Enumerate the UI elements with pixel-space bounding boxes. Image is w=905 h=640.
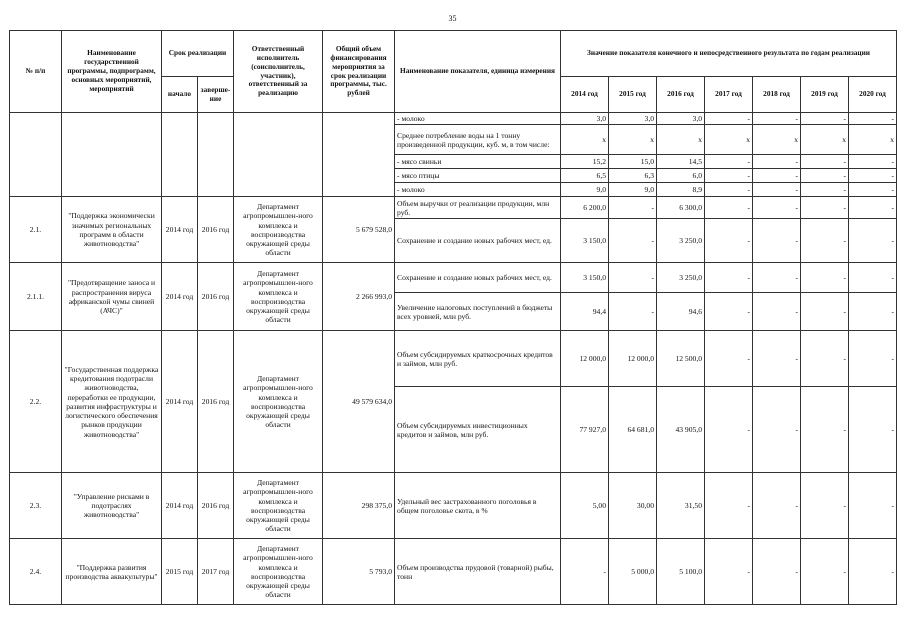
cell-value: - (609, 263, 657, 293)
program-indicators-table (9, 30, 897, 605)
cell-indicator: Среднее потребление воды на 1 тонну произведенной продукции, куб. м, в том числе: (395, 125, 561, 155)
cell-value: - (609, 293, 657, 331)
cell-value: - (849, 169, 897, 183)
cell-indicator: Объем выручки от реализации продукции, млн руб. (395, 197, 561, 219)
cell-indicator: Сохранение и создание новых рабочих мест, ед. (395, 219, 561, 263)
cell-value: - (753, 183, 801, 197)
cell-value: - (705, 263, 753, 293)
cell-indicator: - молоко (395, 183, 561, 197)
cell-start: 2014 год (162, 331, 198, 473)
header-finance: Общий объем финансирования мероприятия за срок реализации программы, тыс. рублей (323, 31, 395, 113)
cell-value: x (753, 125, 801, 155)
cell-value: - (801, 293, 849, 331)
cell-end: 2016 год (198, 331, 234, 473)
header-year: 2019 год (801, 77, 849, 113)
cell-value: - (849, 155, 897, 169)
cell-value: - (753, 113, 801, 125)
cell-indicator: Сохранение и создание новых рабочих мест, ед. (395, 263, 561, 293)
cell-value: 3,0 (561, 113, 609, 125)
cell-finance: 2 266 993,0 (323, 263, 395, 331)
table-row (10, 263, 897, 293)
cell-value: - (753, 293, 801, 331)
cell-value: - (801, 197, 849, 219)
cell-value: - (849, 331, 897, 387)
cell-value: - (849, 263, 897, 293)
cell-num: 2.4. (10, 539, 62, 605)
cell-value: - (801, 155, 849, 169)
cell-value: 94,4 (561, 293, 609, 331)
cell-value: 6,5 (561, 169, 609, 183)
cell-start: 2015 год (162, 539, 198, 605)
cell-value: - (705, 155, 753, 169)
cell-value: - (801, 539, 849, 605)
header-indicator: Наименование показателя, единица измерения (395, 31, 561, 113)
header-year: 2016 год (657, 77, 705, 113)
cell-value: - (753, 331, 801, 387)
cell-value: - (705, 219, 753, 263)
cell-value: - (705, 293, 753, 331)
cell-value: - (753, 155, 801, 169)
cell-executor: Департамент агропромышлен-ного комплекса и воспроизводства окружающей среды области (234, 539, 323, 605)
cell-value: 30,00 (609, 473, 657, 539)
table-body (10, 113, 897, 605)
cell-value: - (753, 219, 801, 263)
cell-value: - (705, 473, 753, 539)
cell-value: 5 100,0 (657, 539, 705, 605)
cell-name: "Управление рисками в подотраслях животноводства" (62, 473, 162, 539)
cell-value: - (801, 219, 849, 263)
cell-end: 2016 год (198, 473, 234, 539)
cell-value: - (705, 183, 753, 197)
cell-finance: 5 793,0 (323, 539, 395, 605)
cell-value: - (705, 387, 753, 473)
cell-value: - (849, 219, 897, 263)
header-term-end: заверше-ние (198, 77, 234, 113)
cell-value: - (801, 113, 849, 125)
cell-value: 12 000,0 (609, 331, 657, 387)
cell-value: 15,2 (561, 155, 609, 169)
cell-name: "Предотвращение заноса и распространения вируса африканской чумы свиней (АЧС)" (62, 263, 162, 331)
cell-start: 2014 год (162, 197, 198, 263)
cell-value: 6 200,0 (561, 197, 609, 219)
cell-value: - (609, 219, 657, 263)
cell-value: 9,0 (561, 183, 609, 197)
table-row (10, 331, 897, 387)
cell-value: - (801, 331, 849, 387)
cell-value: 64 681,0 (609, 387, 657, 473)
cell-value: 43 905,0 (657, 387, 705, 473)
cell-value: 12 000,0 (561, 331, 609, 387)
cell-value: 94,6 (657, 293, 705, 331)
cell-end: 2017 год (198, 539, 234, 605)
table-row (10, 113, 897, 125)
cell-indicator: - молоко (395, 113, 561, 125)
cell-value: - (561, 539, 609, 605)
cell-value: x (849, 125, 897, 155)
cell-end (198, 113, 234, 197)
header-year: 2018 год (753, 77, 801, 113)
header-term: Срок реализации (162, 31, 234, 77)
cell-value: 12 500,0 (657, 331, 705, 387)
table-row (10, 539, 897, 605)
cell-executor (234, 113, 323, 197)
header-executor: Ответственный исполнитель (соисполнитель, участник), ответственный за реализацию (234, 31, 323, 113)
cell-num: 2.3. (10, 473, 62, 539)
cell-executor: Департамент агропромышлен-ного комплекса и воспроизводства окружающей среды области (234, 473, 323, 539)
cell-indicator: Объем субсидируемых краткосрочных кредитов и займов, млн руб. (395, 331, 561, 387)
cell-finance: 298 375,0 (323, 473, 395, 539)
cell-indicator: - мясо свиньи (395, 155, 561, 169)
cell-value: - (849, 197, 897, 219)
cell-value: - (705, 197, 753, 219)
cell-value: 31,50 (657, 473, 705, 539)
cell-num: 2.1. (10, 197, 62, 263)
cell-name: "Поддержка развития производства аквакультуры" (62, 539, 162, 605)
cell-value: 5,00 (561, 473, 609, 539)
cell-indicator: - мясо птицы (395, 169, 561, 183)
cell-value: x (657, 125, 705, 155)
cell-value: 8,9 (657, 183, 705, 197)
cell-value: 3,0 (657, 113, 705, 125)
cell-name: "Государственная поддержка кредитования подотрасли животноводства, переработки ее продукции, развития инфраструктуры и логистического обеспечения рынков продукции животноводства" (62, 331, 162, 473)
header-num: № п/п (10, 31, 62, 113)
cell-value: - (801, 263, 849, 293)
page-number: 35 (448, 14, 457, 23)
cell-value: 6,3 (609, 169, 657, 183)
table-row (10, 473, 897, 539)
cell-executor: Департамент агропромышлен-ного комплекса и воспроизводства окружающей среды области (234, 263, 323, 331)
table-header (10, 31, 897, 113)
cell-value: - (609, 197, 657, 219)
cell-indicator: Удельный вес застрахованного поголовья в общем поголовье скота, в % (395, 473, 561, 539)
cell-value: - (705, 539, 753, 605)
cell-value: - (753, 539, 801, 605)
cell-value: - (753, 473, 801, 539)
cell-num: 2.1.1. (10, 263, 62, 331)
cell-value: - (753, 169, 801, 183)
cell-start: 2014 год (162, 263, 198, 331)
cell-value: - (705, 113, 753, 125)
cell-finance: 49 579 634,0 (323, 331, 395, 473)
header-name: Наименование государственной программы, подпрограмм, основных мероприятий, мероприятий (62, 31, 162, 113)
cell-value: x (561, 125, 609, 155)
cell-end: 2016 год (198, 197, 234, 263)
cell-value: - (801, 387, 849, 473)
cell-finance: 5 679 528,0 (323, 197, 395, 263)
cell-value: 9,0 (609, 183, 657, 197)
cell-indicator: Увеличение налоговых поступлений в бюджеты всех уровней, млн руб. (395, 293, 561, 331)
cell-value: - (753, 197, 801, 219)
cell-value: - (849, 183, 897, 197)
header-year: 2017 год (705, 77, 753, 113)
cell-value: - (753, 263, 801, 293)
cell-name (62, 113, 162, 197)
cell-value: x (801, 125, 849, 155)
cell-start: 2014 год (162, 473, 198, 539)
cell-value: 3 250,0 (657, 263, 705, 293)
cell-value: - (801, 169, 849, 183)
cell-value: 6,0 (657, 169, 705, 183)
table-row (10, 197, 897, 219)
cell-value: 77 927,0 (561, 387, 609, 473)
cell-executor: Департамент агропромышлен-ного комплекса и воспроизводства окружающей среды области (234, 331, 323, 473)
cell-value: - (849, 113, 897, 125)
cell-value: - (705, 169, 753, 183)
cell-executor: Департамент агропромышлен-ного комплекса и воспроизводства окружающей среды области (234, 197, 323, 263)
header-values: Значение показателя конечного и непосредственного результата по годам реализации (561, 31, 897, 77)
header-year: 2015 год (609, 77, 657, 113)
header-term-start: начало (162, 77, 198, 113)
cell-value: x (609, 125, 657, 155)
cell-value: 15,0 (609, 155, 657, 169)
cell-value: - (801, 183, 849, 197)
cell-value: 3 150,0 (561, 219, 609, 263)
cell-finance (323, 113, 395, 197)
cell-indicator: Объем субсидируемых инвестиционных кредитов и займов, млн руб. (395, 387, 561, 473)
header-year: 2020 год (849, 77, 897, 113)
cell-value: 3 150,0 (561, 263, 609, 293)
cell-value: 6 300,0 (657, 197, 705, 219)
cell-value: - (801, 473, 849, 539)
cell-value: - (849, 473, 897, 539)
header-year: 2014 год (561, 77, 609, 113)
cell-name: "Поддержка экономически значимых региональных программ в области животноводства" (62, 197, 162, 263)
cell-num (10, 113, 62, 197)
cell-end: 2016 год (198, 263, 234, 331)
cell-value: - (753, 387, 801, 473)
cell-value: - (849, 539, 897, 605)
cell-num: 2.2. (10, 331, 62, 473)
cell-value: 3,0 (609, 113, 657, 125)
cell-value: 3 250,0 (657, 219, 705, 263)
cell-value: 14,5 (657, 155, 705, 169)
cell-value: - (705, 331, 753, 387)
cell-value: 5 000,0 (609, 539, 657, 605)
cell-indicator: Объем производства прудовой (товарной) рыбы, тонн (395, 539, 561, 605)
cell-value: x (705, 125, 753, 155)
cell-value: - (849, 387, 897, 473)
cell-value: - (849, 293, 897, 331)
cell-start (162, 113, 198, 197)
